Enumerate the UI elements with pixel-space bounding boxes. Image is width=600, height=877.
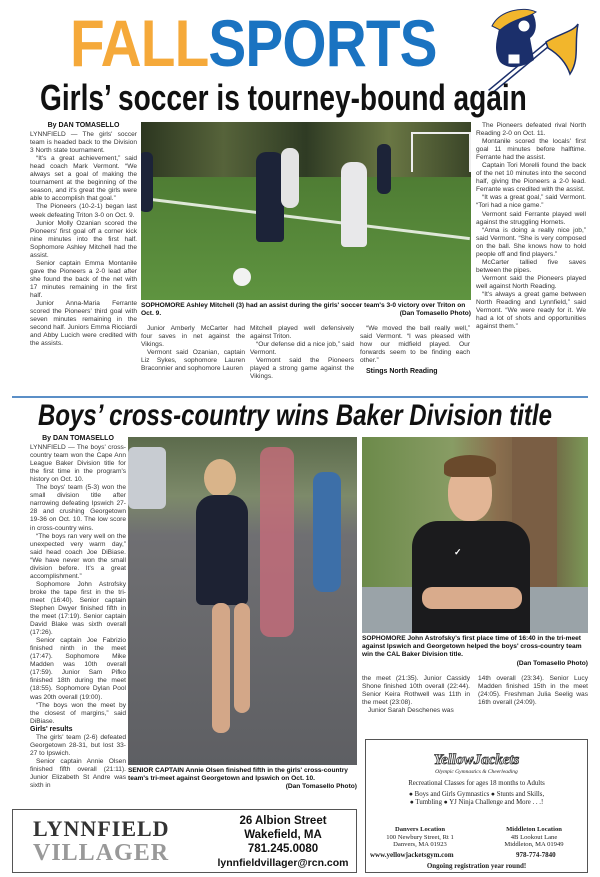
villager-address: 26 Albion Street (239, 815, 327, 827)
villager-city: Wakefield, MA (244, 829, 322, 841)
photo-credit: (Dan Tomasello Photo) (399, 310, 471, 318)
paragraph: Senior captain Emma Montanile gave the Pioneers a 2-0 lead after she found the back of the net with 17 minutes remaining in the first half. (30, 259, 137, 299)
caption-lead: SENIOR CAPTAIN (128, 767, 184, 774)
paragraph: “It was a great goal,” said Vermont. “Tori had a nice game.” (476, 194, 586, 210)
boys-article-col1 (30, 435, 126, 807)
yj-bullet: Boys and Girls Gymnastics (414, 791, 490, 798)
caption-lead: SOPHOMORE (141, 302, 185, 309)
yj-phone: 978-774-7840 (516, 851, 556, 859)
paragraph: Junior Amberly McCarter had four saves in net against the Vikings. (141, 325, 245, 349)
girls-article-col5 (476, 122, 586, 388)
yj-headline: Recreational Classes for ages 18 months to Adults (408, 780, 545, 787)
yellow-jackets-ad[interactable]: YellowJackets Olympic Gymnastics & Cheerleading Recreational Classes for ages 18 months to Adults ● Boys and Girls Gymnastics ● Stunts and Skills, ● Tumbling ● YJ Ninja Challenge and More . . .! Danvers Location 100 Newbury Street, Rt 1 Danvers, MA 01923 Middleton Location 4B Lookout Lane Middleton, MA 01949 www.yellowjacketsgym.com 978-774-7840 Ongoing registration year round! (365, 739, 588, 873)
villager-logo-top: LYNNFIELD (33, 816, 170, 841)
byline: By DAN TOMASELLO (47, 122, 120, 129)
yj-footer: Ongoing registration year round! (426, 862, 527, 870)
soccer-photo (141, 122, 471, 300)
paragraph: The Pioneers (10-2-1) began last week defeating Triton 3-0 on Oct. 9. (30, 203, 137, 219)
danvers-line1: 100 Newbury Street, Rt 1 (386, 833, 454, 841)
astrofsky-photo-caption (362, 635, 588, 673)
photo-credit: (Dan Tomasello Photo) (516, 659, 588, 667)
caption-text: John Astrofsky's first place time of 16:40 in the tri-meet against Ipswich and Georgetown helped the boys' cross-country team win the CAL Baker Division title. (362, 635, 582, 659)
paragraph: Mitchell played well defensively against Triton. (250, 325, 354, 341)
paragraph: Senior captain Joe Fabrizio finished ninth in the meet (17:47). Sophomore Mike Madden was 10th overall (17:59). Junior Sam Pifko finished 18th during the meet (18:55). Sophomore Dylan Pool was 20th overall (19:00). (30, 637, 126, 701)
subhead: Girls' results (30, 725, 73, 733)
boys-article-col3 (478, 675, 588, 735)
yj-tagline: Olympic Gymnastics & Cheerleading (435, 769, 518, 775)
paragraph: Junior Sarah Deschenes was (368, 707, 454, 715)
girls-headline: Girls’ soccer is tourney-bound again (40, 77, 527, 118)
masthead-sports: SPORTS (208, 6, 437, 80)
paragraph: “Our defense did a nice job,” said Vermont. (250, 341, 354, 357)
paragraph: “The boys won the meet by the closest of margins,” said DiBiase. (30, 701, 126, 725)
paragraph: McCarter tallied five saves between the pipes. (476, 258, 586, 274)
caption-text: Annie Olsen finished fifth in the girls' cross-country team's tri-meet against Georgetown and Ipswich on Oct. 10. (128, 767, 348, 783)
paragraph: Junior Anna-Maria Ferrante scored the Pioneers' third goal with seven minutes remaining in the second half. Juniors Emma Ricciardi and Abby Lucich were credited with the assists. (30, 300, 137, 348)
paragraph: LYNNFIELD — The girls' soccer team is headed back to the Division 3 North state tournament. (30, 131, 137, 155)
boys-article-col2 (362, 675, 470, 735)
runner-photo-caption (128, 767, 357, 807)
yj-bullet: YJ Ninja Challenge and More . . .! (449, 799, 544, 806)
middleton-line1: 4B Lookout Lane (510, 833, 558, 841)
villager-phone: 781.245.0080 (247, 843, 319, 855)
caption-text: Ashley Mitchell (3) had an assist during the girls' soccer team's 3-0 victory over Triton on Oct. 9. (141, 302, 466, 318)
paragraph: “We moved the ball really well,” said Vermont. “I was pleased with how our midfield played. Our forwards seem to be finding each other.” (360, 325, 470, 365)
runner-photo (128, 437, 357, 765)
byline: By DAN TOMASELLO (42, 435, 114, 442)
paragraph: Vermont said Ozanian, captain Liz Sykes, sophomore Lauren Braconnier and sophomore Lauren (141, 349, 245, 373)
lynnfield-villager-ad[interactable] (12, 809, 357, 873)
middleton-title: Middleton Location (506, 826, 562, 833)
paragraph: Captain Tori Morelli found the back of the net 10 minutes into the second half, giving the Pioneers a 2-0 lead. Ferrante was credited with the assist. (476, 162, 586, 194)
middleton-line2: Middleton, MA 01949 (504, 841, 564, 848)
astrofsky-photo (362, 437, 588, 633)
danvers-line2: Danvers, MA 01923 (393, 841, 447, 848)
section-masthead (70, 6, 437, 80)
paragraph: The boys' team (5-3) won the small division title after narrowing defeating Ipswich 27-28 and crushing Georgetown 19-36 on Oct. 10. The low score in cross-country wins. (30, 484, 126, 532)
subhead: Stings North Reading (366, 368, 438, 376)
girls-article-col2 (141, 325, 245, 387)
boys-headline: Boys’ cross-country wins Baker Division title (38, 399, 552, 432)
paragraph: “Anna is doing a really nice job,” said Vermont. “She is very composed on the ball. She knows how to hold people off and find players.” (476, 226, 586, 258)
girls-article-col1 (30, 122, 137, 388)
caption-lead: SOPHOMORE (362, 635, 406, 642)
paragraph: Montanile scored the locals' first goal 11 minutes before halftime. Ferrante had the assist. (476, 138, 586, 162)
paragraph: 14th overall (23:34). Senior Lucy Madden finished 15th in the meet (24:05). Freshman Julia Seelig was 16th overall (24:09). (478, 675, 588, 707)
paragraph: “It's a great achievement,” said head coach Mark Vermont. “We always set a goal of making the tournament at the beginning of the season, and it's great the girls were able to accomplish that goal.” (30, 155, 137, 203)
yj-bullet: Stunts and Skills, (496, 791, 545, 798)
paragraph: “The boys ran very well on the unexpected very warm day,” said head coach Joe DiBiase. “We have never won the small division before. It's a great accomplishment.” (30, 532, 126, 580)
paragraph: LYNNFIELD — The boys' cross-country team won the Cape Ann League Baker Division title for the first time in the program's history on Oct. 10. (30, 444, 126, 484)
nike-logo: ✓ (454, 547, 462, 557)
paragraph: Sophomore John Astrofsky broke the tape first in the tri-meet (16:40). Senior captain Stephen Dwyer finished fifth in the meet (17:19). Senior captain David Blake was sixth overall (17:26). (30, 580, 126, 637)
paragraph: Senior captain Annie Olsen finished fifth overall (21:11). Junior Elizabeth St Andre was sixth in (30, 757, 126, 790)
paragraph: Junior Molly Ozanian scored the Pioneers' first goal off a corner kick nine minutes into the first half. Sophomore Ashley Mitchell had the assist. (30, 219, 137, 259)
paragraph: The girls' team (2-6) defeated Georgetown 28-31, but lost 33-27 to Ipswich. (30, 733, 126, 757)
yj-website[interactable]: www.yellowjacketsgym.com (370, 851, 454, 859)
masthead-fall: FALL (70, 6, 209, 80)
photo-credit: (Dan Tomasello Photo) (285, 783, 357, 791)
yj-bullet: Tumbling (415, 799, 442, 806)
paragraph: The Pioneers defeated rival North Reading 2-0 on Oct. 11. (476, 122, 586, 138)
paragraph: Vermont said Ferrante played well against the struggling Hornets. (476, 210, 586, 226)
paragraph: Vermont said the Pioneers played a strong game against the Vikings. (250, 357, 354, 381)
paragraph: Vermont said the Pioneers played well against North Reading. (476, 274, 586, 290)
girls-article-col3 (250, 325, 354, 387)
soccer-photo-caption (141, 302, 471, 324)
girls-article-col4 (360, 325, 470, 387)
yj-logo: YellowJackets (433, 752, 520, 768)
section-divider (12, 396, 588, 398)
paragraph: the meet (21:35). Junior Cassidy Shone finished 10th overall (22:44). Senior Keira Rothwell was 11th in the meet (23:08). (362, 675, 470, 707)
paragraph: “It's always a great game between North Reading and Lynnfield,” said Vermont. “We were ready for it. We had a lot of shots and opportunities against them.” (476, 290, 586, 331)
danvers-title: Danvers Location (394, 826, 445, 833)
villager-logo-bottom: VILLAGER (33, 840, 170, 866)
villager-email[interactable]: lynnfieldvillager@rcn.com (217, 857, 349, 869)
